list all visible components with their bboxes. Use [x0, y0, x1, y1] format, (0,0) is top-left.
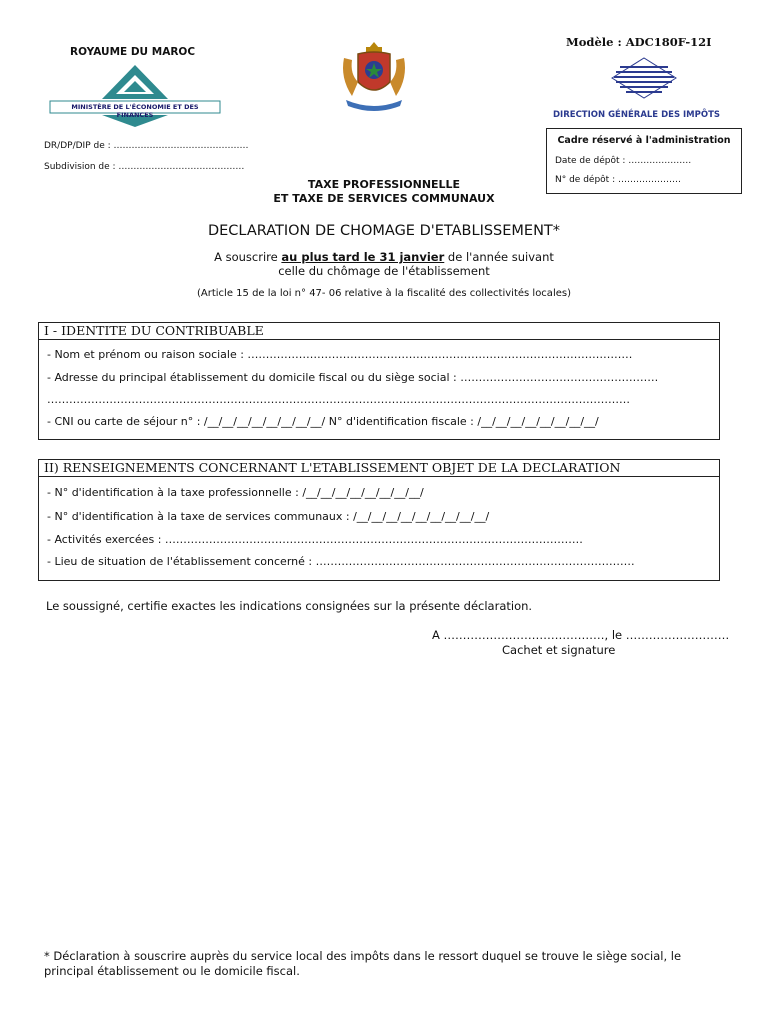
deadline-line2: celle du chômage de l'établissement — [278, 264, 490, 278]
section1-body — [38, 339, 720, 440]
subdivision-field[interactable]: Subdivision de : …………………………………… — [44, 162, 245, 172]
section2-heading — [38, 459, 720, 477]
deadline-line — [100, 250, 668, 264]
section1-title: I - IDENTITE DU CONTRIBUABLE — [44, 323, 264, 338]
ministry-label: MINISTÈRE DE L'ÉCONOMIE ET DES FINANCES — [71, 103, 199, 119]
model-label: Modèle : ADC180F-12I — [566, 35, 712, 49]
name-field[interactable]: - Nom et prénom ou raison sociale : …………………………………………………………………………………………… — [47, 348, 633, 361]
ministry-logo — [46, 63, 224, 129]
address-continuation-field[interactable]: …………………………………………………………………………………………………………………………………………… — [47, 393, 630, 406]
section1-heading — [38, 322, 720, 340]
deadline-prefix: A souscrire — [214, 250, 282, 264]
footnote-line2: principal établissement ou le domicile fiscal. — [44, 964, 300, 978]
no-depot-field: N° de dépôt : ………………… — [555, 175, 681, 185]
tax-title-line2: ET TAXE DE SERVICES COMMUNAUX — [273, 192, 495, 205]
tp-id-field[interactable]: - N° d'identification à la taxe professionnelle : /__/__/__/__/__/__/__/__/ — [47, 486, 424, 499]
section2-title: II) RENSEIGNEMENTS CONCERNANT L'ETABLISSEMENT OBJET DE LA DECLARATION — [44, 460, 621, 475]
dr-field[interactable]: DR/DP/DIP de : ……………………………………… — [44, 141, 249, 151]
tsc-id-field[interactable]: - N° d'identification à la taxe de services communaux : /__/__/__/__/__/__/__/__/__/ — [47, 510, 490, 523]
tax-title-line1: TAXE PROFESSIONNELLE — [307, 178, 461, 191]
certification-text: Le soussigné, certifie exactes les indications consignées sur la présente déclaration. — [46, 599, 533, 613]
admin-box-title: Cadre réservé à l'administration — [557, 135, 731, 146]
coat-of-arms-icon — [336, 38, 412, 114]
declaration-title: DECLARATION DE CHOMAGE D'ETABLISSEMENT* — [207, 223, 561, 239]
cni-and-fiscal-id-field[interactable]: - CNI ou carte de séjour n° : /__/__/__/__/__/__/__/__/ N° d'identification fiscale : /__/__/__/__/__/__/__/__/ — [47, 415, 599, 428]
deadline-date: au plus tard le 31 janvier — [281, 250, 445, 264]
section2-body — [38, 476, 720, 581]
dgi-logo — [592, 52, 696, 106]
footnote-line1: * Déclaration à souscrire auprès du service local des impôts dans le ressort duquel se trouve le siège social, le — [44, 949, 682, 963]
article-reference: (Article 15 de la loi n° 47- 06 relative à la fiscalité des collectivités locales) — [197, 288, 571, 299]
kingdom-label: ROYAUME DU MAROC — [70, 46, 196, 58]
address-field[interactable]: - Adresse du principal établissement du domicile fiscal ou du siège social : ……………………………………………… — [47, 371, 659, 384]
signature-label: Cachet et signature — [502, 643, 616, 657]
location-field[interactable]: - Lieu de situation de l'établissement concerné : …………………………………………………………………………… — [47, 555, 635, 568]
deadline-suffix: de l'année suivant — [444, 250, 554, 264]
dgi-label: DIRECTION GÉNÉRALE DES IMPÔTS — [553, 110, 721, 120]
admin-reserved-box — [546, 128, 742, 194]
activities-field[interactable]: - Activités exercées : …………………………………………………………………………………………………… — [47, 533, 583, 546]
date-depot-field: Date de dépôt : ………………… — [555, 156, 692, 166]
place-date-field[interactable]: A ……………………………………, le ……………………… — [432, 628, 730, 642]
